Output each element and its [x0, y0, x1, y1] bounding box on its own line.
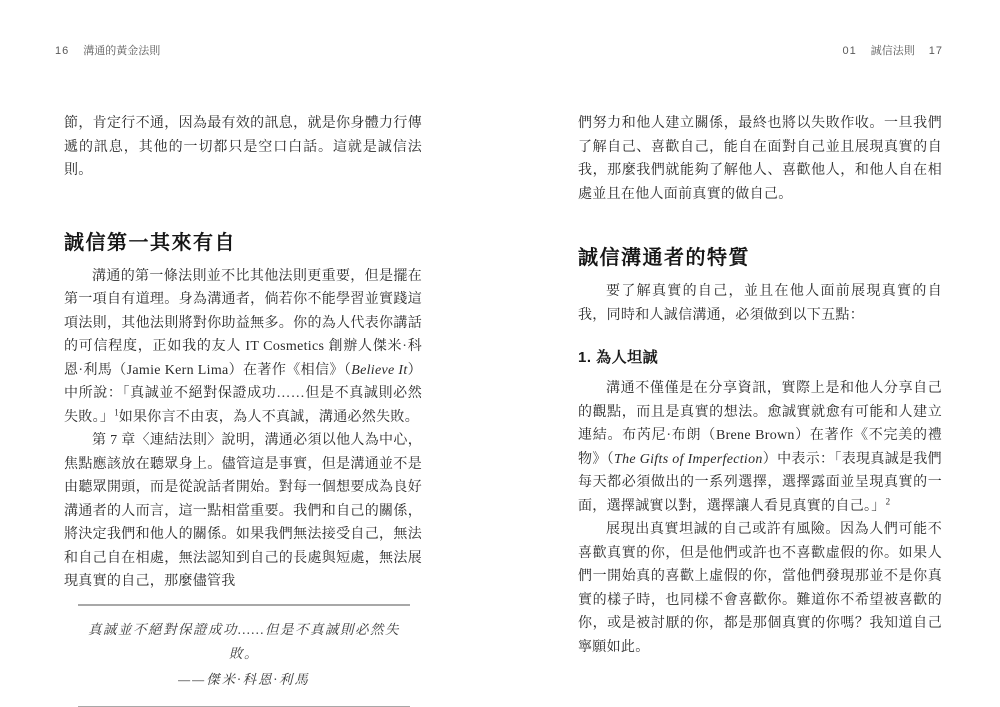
section-heading: 誠信溝通者的特質 [578, 247, 750, 269]
pull-quote [78, 604, 410, 707]
body-paragraph: 要了解真實的自己，並且在他人面前展現真實的自我，同時和人誠信溝通，必須做到以下五點： [578, 284, 942, 323]
body-paragraph: 展現出真實坦誠的自己或許有風險。因為人們可能不喜歡真實的你，但是他們或許也不喜歡虛假的你。如果人們一開始真的喜歡上虛假的你，當他們發現那並不是你真實的樣子時，也同樣不會喜歡你。難道你不希望被喜歡的你，或是被討厭的你，都是那個真實的你嗎？我知道自己寧願如此。 [578, 522, 942, 655]
book-title-italic: Believe It [351, 362, 408, 378]
body-paragraph-continuation: 們努力和他人建立關係，最終也將以失敗作收。一旦我們了解自己、喜歡自己，能自在面對自己並且展現真實的自我，那麼我們就能夠了解他人、喜歡他人，和他人自在相處並且在他人面前真實的做自己。 [578, 116, 942, 202]
subsection-heading: 1. 為人坦誠 [578, 349, 659, 366]
body-paragraph: 第 7 章〈連結法則〉說明，溝通必須以他人為中心，焦點應該放在聽眾身上。儘管這是事實，但是溝通並不是由聽眾開頭，而是從說話者開始。對每一個想要成為良好溝通者的人而言，這一點相當重要。我們和自己的關係，將決定我們和他人的關係。如果我們無法接受自己，無法和自己自在相處，無法認知到自己的長處與短處，無法展現真實的自己，那麼儘管我 [64, 433, 422, 589]
text-run: 如果你言不由衷，為人不真誠，溝通必然失敗。 [118, 409, 420, 425]
text-run: ）中所說：「真誠並不絕對保證成功……但是不真誠則必然失敗。」 [64, 362, 422, 425]
pull-quote-text: 真誠並不絕對保證成功……但是不真誠則必然失敗。 [87, 621, 400, 661]
page-number-right: 17 [928, 45, 943, 57]
footnote-marker: 2 [885, 495, 891, 506]
right-page-column [578, 0, 942, 659]
page-number-left: 16 [55, 45, 70, 57]
section-heading: 誠信第一其來有自 [64, 231, 236, 254]
chapter-title: 誠信法則 [870, 45, 915, 57]
footnote-marker: 1 [114, 406, 119, 417]
text-run: 溝通不僅僅是在分享資訊，實際上是和他人分享自己的觀點，而且是真實的想法。愈誠實就愈有可能和人建立連結。布芮尼·布朗（Brene Brown）在著作《不完美的禮物》（ [578, 381, 942, 467]
body-paragraph-continuation: 節，肯定行不通，因為最有效的訊息，就是你身體力行傳遞的訊息，其他的一切都只是空口白話。這就是誠信法則。 [64, 116, 422, 178]
text-run: 溝通的第一條法則並不比其他法則更重要，但是擺在第一項自有道理。身為溝通者，倘若你不能學習並實踐這項法則，其他法則將對你助益無多。你的為人代表你講話的可信程度，正如我的友人 IT Cosmetics 創辦人傑米·科恩·利馬（Jamie Kern Lima）在著作《相信》（ [64, 268, 422, 378]
body-paragraph [64, 265, 422, 430]
book-title: 溝通的黃金法則 [83, 45, 161, 57]
book-title-italic: The Gifts of Imperfection [613, 451, 763, 467]
text-run: ）中表示：「表現真誠是我們每天都必須做出的一系列選擇，選擇露面並呈現真實的一面，選擇誠實以對，選擇讓人看見真實的自己。」 [578, 451, 942, 514]
chapter-number: 01 [842, 45, 857, 57]
pull-quote-attribution: ——傑米·科恩·利馬 [178, 671, 310, 687]
body-paragraph [578, 377, 942, 518]
left-page-column [64, 0, 422, 707]
